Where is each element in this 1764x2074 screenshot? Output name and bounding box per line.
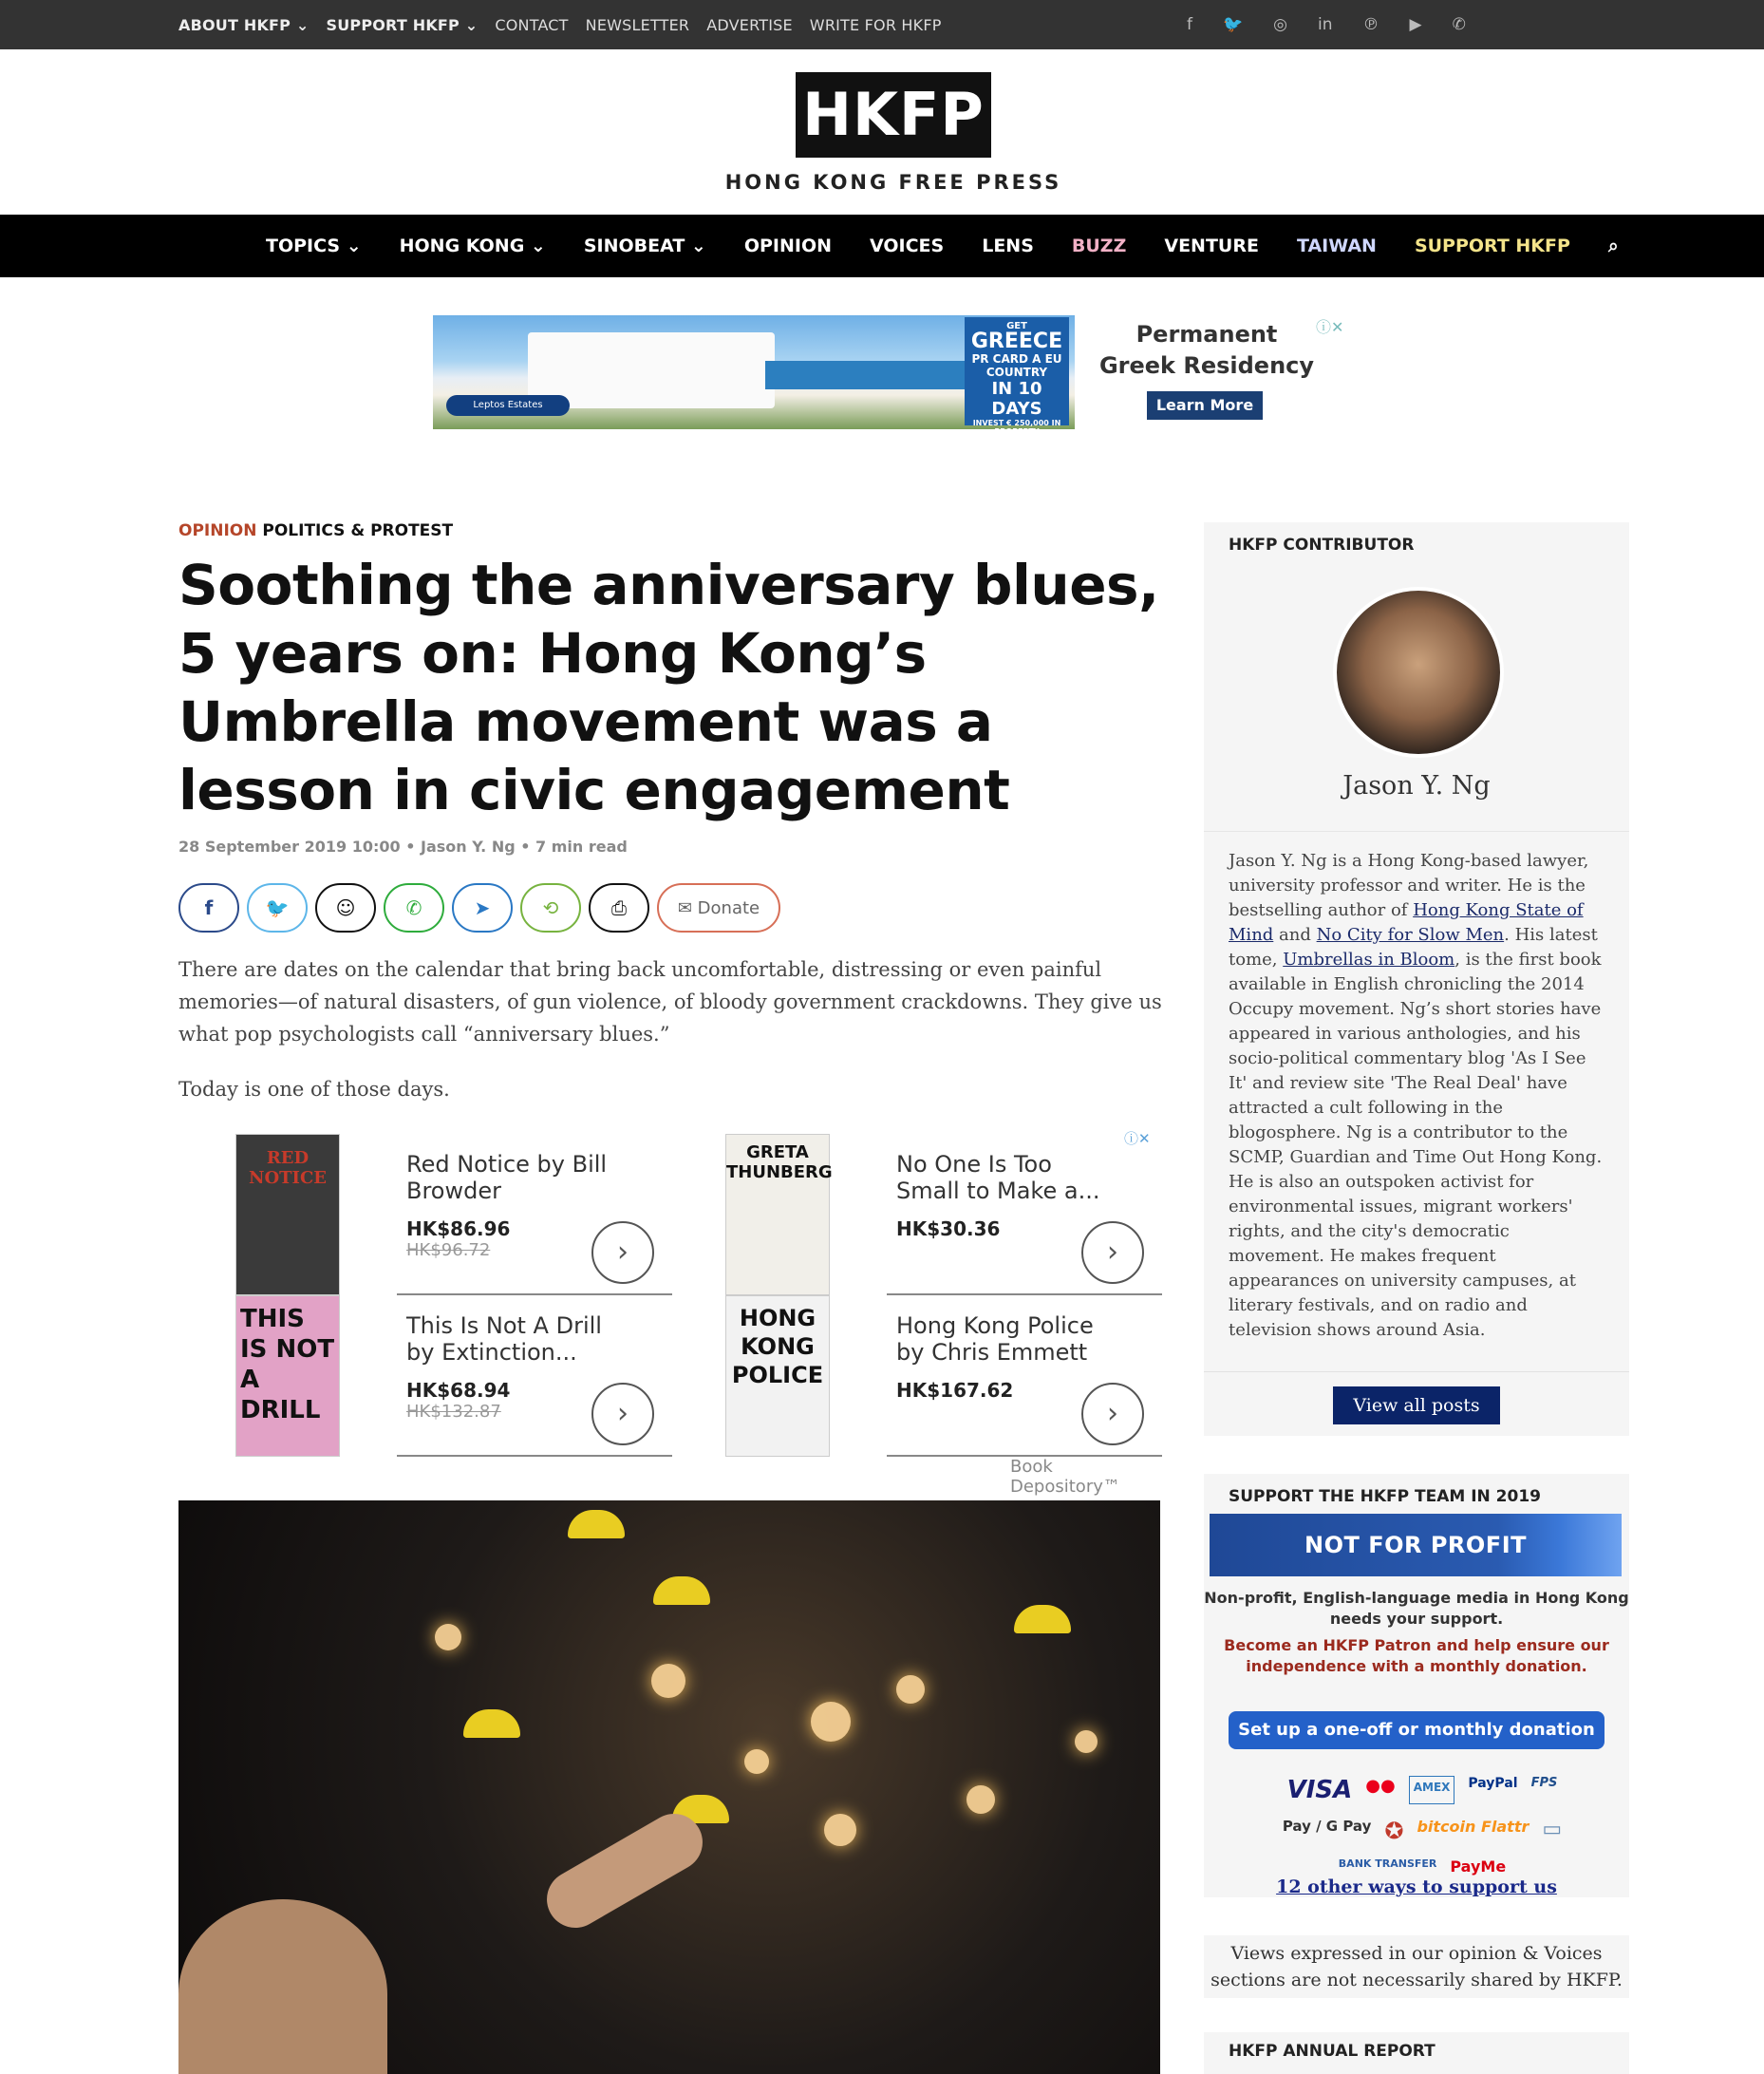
top-link-newsletter[interactable]: NEWSLETTER: [585, 15, 690, 34]
book-price: HK$86.96: [406, 1217, 511, 1240]
bio-text: and: [1273, 925, 1317, 945]
book-price: HK$167.62: [896, 1379, 1014, 1402]
ad-image[interactable]: [433, 315, 1075, 436]
site-logo[interactable]: HKFP: [796, 72, 991, 158]
author-name[interactable]: Jason Y. Ng: [1342, 771, 1491, 801]
cheque-icon: ▭: [1542, 1818, 1563, 1841]
avatar[interactable]: [1333, 587, 1504, 758]
support-widget: [1204, 1474, 1629, 1897]
linkedin-icon[interactable]: in: [1318, 15, 1333, 34]
bokeh-light: [1075, 1730, 1098, 1753]
book-cover[interactable]: GRETA THUNBERG: [725, 1134, 830, 1295]
bank-transfer-icon: BANK TRANSFER: [1338, 1857, 1437, 1870]
book-depository-label[interactable]: Book Depository™: [1010, 1457, 1120, 1497]
social-icons: [1187, 0, 1466, 49]
ad-invest: INVEST € 250,000 IN PROPERTY: [972, 419, 1061, 436]
patreon-icon: ✪: [1384, 1818, 1404, 1844]
book-depository-ad: [178, 1126, 1160, 1497]
nav-taiwan[interactable]: TAIWAN: [1296, 236, 1377, 256]
ad-get: GET: [1006, 321, 1027, 331]
views-disclaimer: Views expressed in our opinion & Voices sections are not necessarily shared by HKFP.: [1204, 1935, 1629, 1998]
ad-close-icon[interactable]: ⓘ✕: [1316, 318, 1344, 336]
nav-support[interactable]: SUPPORT HKFP: [1414, 236, 1570, 256]
book-item[interactable]: [178, 1295, 653, 1457]
top-links: [178, 0, 942, 49]
nav-topics[interactable]: TOPICS ⌄: [266, 236, 362, 256]
payment-methods: [1251, 1776, 1593, 1876]
divider: [1204, 1371, 1629, 1372]
bio-link-book[interactable]: Umbrellas in Bloom: [1283, 950, 1455, 970]
paper-umbrella: [1014, 1605, 1071, 1633]
chevron-right-icon[interactable]: ›: [591, 1221, 654, 1284]
book-cover[interactable]: THIS IS NOT A DRILL: [235, 1295, 340, 1457]
article-main-photo: [178, 1500, 1160, 2074]
book-price: HK$68.94: [406, 1379, 511, 1402]
top-link-contact[interactable]: CONTACT: [495, 15, 569, 34]
widget-title: HKFP ANNUAL REPORT: [1229, 2042, 1436, 2061]
contributor-widget: [1204, 522, 1629, 1436]
category-politics-link[interactable]: POLITICS & PROTEST: [262, 521, 454, 540]
article-category: [178, 521, 453, 540]
book-title[interactable]: Red Notice by Bill Browder: [406, 1151, 608, 1204]
bokeh-light: [744, 1749, 769, 1774]
ad-sea-shape: [765, 361, 974, 389]
book-title[interactable]: Hong Kong Police by Chris Emmett: [896, 1312, 1094, 1366]
support-text: Non-profit, English-language media in Hong Kong needs your support.: [1204, 1589, 1629, 1628]
twitter-icon[interactable]: 🐦: [1223, 15, 1244, 34]
top-link-about[interactable]: ABOUT HKFP ⌄: [178, 15, 310, 34]
donation-button[interactable]: Set up a one-off or monthly donation: [1229, 1711, 1604, 1749]
paper-umbrella: [568, 1510, 625, 1538]
nav-venture[interactable]: VENTURE: [1164, 236, 1259, 256]
paper-umbrella: [463, 1709, 520, 1738]
bokeh-light: [435, 1624, 461, 1650]
site-subtitle: HONG KONG FREE PRESS: [724, 171, 1062, 194]
nav-buzz[interactable]: BUZZ: [1071, 236, 1127, 256]
book-title[interactable]: This Is Not A Drill by Extinction...: [406, 1312, 602, 1366]
bokeh-light: [966, 1785, 995, 1814]
bokeh-light: [651, 1664, 685, 1698]
bio-link-book[interactable]: No City for Slow Men: [1316, 925, 1505, 945]
bio-text: . His latest tome,: [1229, 925, 1598, 970]
nav-opinion[interactable]: OPINION: [743, 236, 833, 256]
bio-text: Jason Y. Ng is a Hong Kong-based lawyer, university professor and writer. He is the bestselling author of: [1229, 851, 1589, 920]
article-paragraph-1: There are dates on the calendar that bring back uncomfortable, distressing or even painful memories—of natural disasters, of gun violence, of bloody government crackdowns. They give us what pop psychologists call “anniversary blues.”: [178, 958, 1162, 1046]
not-for-profit-banner[interactable]: NOT FOR PROFIT: [1210, 1514, 1622, 1576]
facebook-icon[interactable]: f: [1187, 15, 1192, 34]
share-twitter-button[interactable]: 🐦: [247, 883, 308, 933]
ad-greece-panel: [965, 317, 1069, 436]
bio-link-book[interactable]: Hong Kong State of Mind: [1229, 900, 1584, 945]
phone-icon[interactable]: ✆: [1452, 15, 1466, 34]
ad-pr-card: PR CARD A EU COUNTRY: [971, 352, 1062, 379]
instagram-icon[interactable]: ◎: [1273, 15, 1288, 34]
nav-hong-kong[interactable]: HONG KONG ⌄: [399, 236, 546, 256]
paypal-icon: PayPal: [1468, 1776, 1518, 1791]
book-item[interactable]: [178, 1134, 653, 1295]
ad-brand: Leptos Estates: [446, 395, 570, 416]
annual-report-widget: [1204, 2032, 1629, 2074]
divider: [397, 1455, 672, 1457]
share-facebook-button[interactable]: f: [178, 883, 239, 933]
ad-greece: GREECE: [970, 330, 1063, 353]
donate-button[interactable]: ✉ Donate: [657, 883, 780, 933]
chevron-right-icon[interactable]: ›: [1081, 1383, 1144, 1445]
fps-icon: FPS: [1530, 1776, 1558, 1790]
article-meta: 28 September 2019 10:00 • Jason Y. Ng • 7 min read: [178, 838, 628, 856]
share-reddit-button[interactable]: ☺: [315, 883, 376, 933]
main-nav: [0, 215, 1764, 277]
photo-person: [178, 1899, 387, 2074]
book-item[interactable]: [668, 1134, 1143, 1295]
support-patron-text: Become an HKFP Patron and help ensure our independence with a monthly donation.: [1224, 1636, 1609, 1675]
author-bio: [1229, 849, 1608, 1343]
ad-learn-more-button[interactable]: Learn More: [1147, 391, 1263, 420]
share-lihkg-button[interactable]: ⟲: [520, 883, 581, 933]
book-cover[interactable]: HONG KONG POLICE: [725, 1295, 830, 1457]
apple-google-pay-icon: Pay / G Pay: [1282, 1818, 1372, 1835]
visa-icon: VISA: [1286, 1776, 1353, 1804]
category-opinion-link[interactable]: OPINION: [178, 521, 257, 540]
top-ad-banner[interactable]: [433, 315, 1356, 436]
book-item[interactable]: [668, 1295, 1143, 1457]
adchoices-icon[interactable]: ⓘ✕: [1124, 1130, 1151, 1147]
share-telegram-button[interactable]: ➤: [452, 883, 513, 933]
youtube-icon[interactable]: ▶: [1409, 15, 1422, 34]
top-utility-bar: [0, 0, 1764, 49]
ad-headline: Permanent Greek Residency: [1098, 321, 1315, 379]
photo-hand: [536, 1803, 713, 1938]
print-button[interactable]: ⎙: [589, 883, 649, 933]
share-whatsapp-button[interactable]: ✆: [384, 883, 444, 933]
article-paragraph-2: Today is one of those days.: [178, 1078, 450, 1101]
book-cover[interactable]: RED NOTICE: [235, 1134, 340, 1295]
ad-10-days: IN 10 DAYS: [991, 379, 1042, 419]
widget-title: HKFP CONTRIBUTOR: [1229, 536, 1415, 555]
book-title[interactable]: No One Is Too Small to Make a...: [896, 1151, 1100, 1204]
mastercard-icon: ●●: [1365, 1776, 1396, 1796]
chevron-right-icon[interactable]: ›: [591, 1383, 654, 1445]
nav-lens[interactable]: LENS: [982, 236, 1034, 256]
bitcoin-flattr-icon: bitcoin Flattr: [1417, 1818, 1529, 1836]
chevron-right-icon[interactable]: ›: [1081, 1221, 1144, 1284]
pinterest-icon[interactable]: ℗: [1362, 15, 1379, 34]
bio-text: , is the first book available in English chronicling the 2014 Occupy movement. Ng’s short stories have appeared in various anthologies, and his socio-political commentary blog 'As I See It' and review site 'The Real Deal' have attracted a cult following in the blogosphere. Ng is a contributor to the SCMP, Guardian and Time Out Hong Kong. He is also an outspoken activist for environmental issues, migrant workers' rights, and the city's democratic movement. He makes frequent appearances on university campuses, at literary festivals, and on radio and television shows around Asia.: [1229, 950, 1603, 1340]
article-title: Soothing the anniversary blues, 5 years on: Hong Kong’s Umbrella movement was a lesson in civic engagement: [178, 553, 1159, 822]
bokeh-light: [811, 1702, 851, 1742]
amex-icon: AMEX: [1409, 1776, 1455, 1804]
book-old-price: HK$132.87: [406, 1402, 501, 1422]
bokeh-light: [824, 1814, 856, 1846]
view-all-posts-button[interactable]: View all posts: [1333, 1386, 1500, 1424]
nav-voices[interactable]: VOICES: [870, 236, 945, 256]
widget-title: SUPPORT THE HKFP TEAM IN 2019: [1229, 1487, 1541, 1506]
nav-sinobeat[interactable]: SINOBEAT ⌄: [583, 236, 706, 256]
book-price: HK$30.36: [896, 1217, 1001, 1240]
payme-icon: PayMe: [1450, 1857, 1507, 1876]
other-ways-link[interactable]: 12 other ways to support us: [1276, 1876, 1557, 1897]
book-old-price: HK$96.72: [406, 1240, 491, 1260]
divider: [1204, 831, 1629, 832]
top-link-support[interactable]: SUPPORT HKFP ⌄: [326, 15, 479, 34]
share-buttons: [178, 883, 780, 933]
top-link-advertise[interactable]: ADVERTISE: [706, 15, 793, 34]
top-link-write[interactable]: WRITE FOR HKFP: [809, 15, 942, 34]
paper-umbrella: [653, 1576, 710, 1605]
bokeh-light: [896, 1675, 925, 1704]
search-icon[interactable]: ⌕: [1607, 236, 1619, 256]
